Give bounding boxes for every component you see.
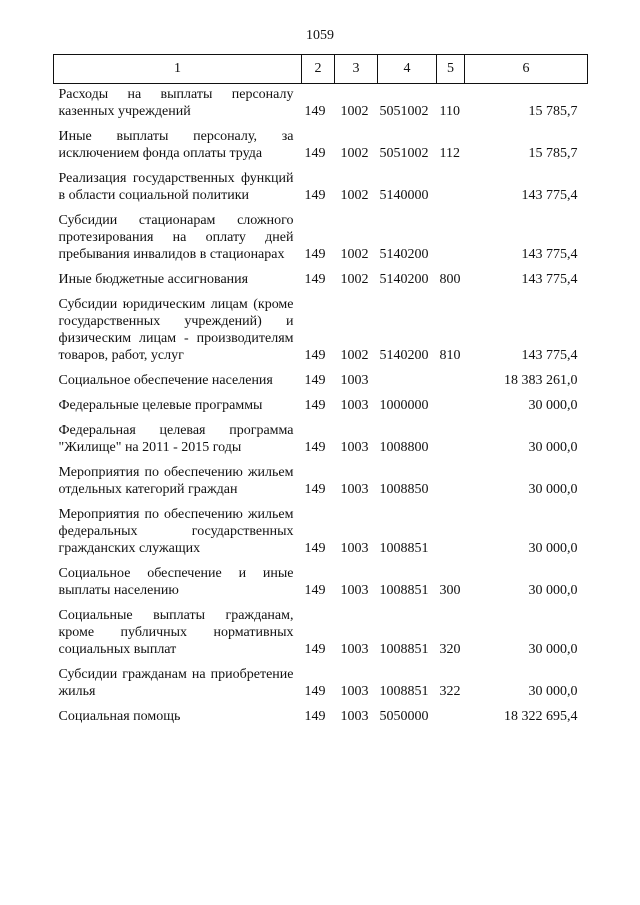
row-ministry-code-cell: 149 bbox=[304, 642, 326, 657]
row-expense-type-cell: 300 bbox=[439, 583, 461, 598]
row-section-code-cell: 1003 bbox=[340, 541, 369, 556]
row-name-cell: Социальная помощь bbox=[58, 709, 181, 724]
row-ministry-code-cell: 149 bbox=[304, 583, 326, 598]
row-amount-cell: 18 383 261,0 bbox=[504, 373, 578, 388]
row-name-cell: Социальное обеспечение населения bbox=[58, 373, 273, 388]
row-expense-type-cell: 810 bbox=[439, 348, 461, 363]
row-section-code-cell: 1003 bbox=[340, 583, 369, 598]
table-header-row bbox=[54, 55, 588, 84]
row-ministry-code-cell: 149 bbox=[304, 541, 326, 556]
row-expense-type-cell bbox=[437, 170, 465, 212]
row-target-code-cell: 1008851 bbox=[379, 642, 429, 657]
row-expense-type-cell bbox=[437, 422, 465, 464]
row-expense-type-cell bbox=[437, 708, 465, 733]
table-row bbox=[54, 84, 588, 129]
row-target-code-cell: 5140200 bbox=[379, 348, 429, 363]
row-target-code-cell: 1008851 bbox=[379, 684, 429, 699]
column-header: 6 bbox=[465, 55, 588, 84]
row-amount-cell: 18 322 695,4 bbox=[504, 709, 578, 724]
row-target-code-cell: 5051002 bbox=[379, 146, 429, 161]
row-expense-type-cell bbox=[437, 372, 465, 397]
table-row bbox=[54, 372, 588, 397]
row-expense-type-cell bbox=[437, 397, 465, 422]
row-target-code-cell: 5051002 bbox=[379, 104, 429, 119]
row-ministry-code-cell: 149 bbox=[304, 247, 326, 262]
budget-table bbox=[53, 54, 588, 733]
table-row bbox=[54, 271, 588, 296]
table-row bbox=[54, 464, 588, 506]
column-header: 3 bbox=[335, 55, 378, 84]
row-amount-cell: 15 785,7 bbox=[528, 146, 578, 161]
row-target-code-cell bbox=[378, 372, 437, 397]
row-amount-cell: 143 775,4 bbox=[521, 348, 578, 363]
row-target-code-cell: 5140000 bbox=[379, 188, 429, 203]
row-section-code-cell: 1003 bbox=[340, 440, 369, 455]
row-section-code-cell: 1003 bbox=[340, 642, 369, 657]
row-expense-type-cell: 320 bbox=[439, 642, 461, 657]
row-amount-cell: 30 000,0 bbox=[528, 482, 578, 497]
row-expense-type-cell bbox=[437, 464, 465, 506]
row-name-cell: Субсидии гражданам на приобретение жилья bbox=[58, 667, 294, 699]
row-name-cell: Федеральные целевые программы bbox=[58, 398, 263, 413]
row-name-cell: Реализация государственных функций в области социальной политики bbox=[58, 171, 294, 203]
row-target-code-cell: 1008851 bbox=[379, 583, 429, 598]
row-expense-type-cell: 110 bbox=[439, 104, 460, 119]
row-name-cell: Иные бюджетные ассигнования bbox=[58, 272, 249, 287]
row-name-cell: Социальные выплаты гражданам, кроме публичных нормативных социальных выплат bbox=[58, 608, 294, 657]
row-section-code-cell: 1002 bbox=[340, 247, 369, 262]
page-number: 1059 bbox=[306, 28, 334, 43]
row-target-code-cell: 5050000 bbox=[379, 709, 429, 724]
table-row bbox=[54, 666, 588, 708]
row-expense-type-cell: 800 bbox=[439, 272, 461, 287]
row-amount-cell: 30 000,0 bbox=[528, 541, 578, 556]
row-ministry-code-cell: 149 bbox=[304, 146, 326, 161]
row-amount-cell: 30 000,0 bbox=[528, 684, 578, 699]
row-ministry-code-cell: 149 bbox=[304, 348, 326, 363]
row-ministry-code-cell: 149 bbox=[304, 272, 326, 287]
row-target-code-cell: 1008851 bbox=[379, 541, 429, 556]
row-target-code-cell: 1008800 bbox=[379, 440, 429, 455]
row-name-cell: Социальное обеспечение и иные выплаты населению bbox=[58, 566, 294, 598]
row-target-code-cell: 1000000 bbox=[379, 398, 429, 413]
row-amount-cell: 15 785,7 bbox=[528, 104, 578, 119]
row-name-cell: Мероприятия по обеспечению жильем отдельных категорий граждан bbox=[58, 465, 294, 497]
row-ministry-code-cell: 149 bbox=[304, 440, 326, 455]
row-amount-cell: 143 775,4 bbox=[521, 272, 578, 287]
column-header: 2 bbox=[302, 55, 335, 84]
row-amount-cell: 30 000,0 bbox=[528, 398, 578, 413]
row-name-cell: Субсидии стационарам сложного протезирования на оплату дней пребывания инвалидов в стационарах bbox=[58, 213, 294, 262]
table-row bbox=[54, 296, 588, 372]
table-row bbox=[54, 607, 588, 666]
row-section-code-cell: 1002 bbox=[340, 188, 369, 203]
row-ministry-code-cell: 149 bbox=[304, 398, 326, 413]
row-section-code-cell: 1002 bbox=[340, 104, 369, 119]
row-section-code-cell: 1003 bbox=[340, 373, 369, 388]
row-expense-type-cell: 322 bbox=[439, 684, 461, 699]
row-name-cell: Федеральная целевая программа "Жилище" на 2011 - 2015 годы bbox=[58, 423, 294, 455]
table-row bbox=[54, 212, 588, 271]
row-section-code-cell: 1003 bbox=[340, 684, 369, 699]
row-amount-cell: 30 000,0 bbox=[528, 642, 578, 657]
table-row bbox=[54, 506, 588, 565]
row-amount-cell: 143 775,4 bbox=[521, 188, 578, 203]
table-row bbox=[54, 565, 588, 607]
row-ministry-code-cell: 149 bbox=[304, 188, 326, 203]
table-row bbox=[54, 708, 588, 733]
row-amount-cell: 30 000,0 bbox=[528, 583, 578, 598]
row-section-code-cell: 1002 bbox=[340, 348, 369, 363]
row-amount-cell: 143 775,4 bbox=[521, 247, 578, 262]
column-header: 4 bbox=[378, 55, 437, 84]
row-ministry-code-cell: 149 bbox=[304, 482, 326, 497]
table-row bbox=[54, 128, 588, 170]
row-amount-cell: 30 000,0 bbox=[528, 440, 578, 455]
row-name-cell: Расходы на выплаты персоналу казенных учреждений bbox=[58, 87, 294, 119]
column-header: 1 bbox=[54, 55, 302, 84]
row-section-code-cell: 1002 bbox=[340, 146, 369, 161]
row-expense-type-cell: 112 bbox=[439, 146, 460, 161]
row-name-cell: Иные выплаты персоналу, за исключением фонда оплаты труда bbox=[58, 129, 294, 161]
row-target-code-cell: 5140200 bbox=[379, 272, 429, 287]
row-name-cell: Мероприятия по обеспечению жильем федеральных государственных гражданских служащих bbox=[58, 507, 294, 556]
row-ministry-code-cell: 149 bbox=[304, 709, 326, 724]
row-target-code-cell: 5140200 bbox=[379, 247, 429, 262]
table-row bbox=[54, 422, 588, 464]
column-header: 5 bbox=[437, 55, 465, 84]
row-ministry-code-cell: 149 bbox=[304, 684, 326, 699]
row-name-cell: Субсидии юридическим лицам (кроме государственных учреждений) и физическим лицам - производителям товаров, работ, услуг bbox=[58, 297, 294, 363]
row-section-code-cell: 1003 bbox=[340, 482, 369, 497]
row-ministry-code-cell: 149 bbox=[304, 104, 326, 119]
row-section-code-cell: 1003 bbox=[340, 709, 369, 724]
row-section-code-cell: 1003 bbox=[340, 398, 369, 413]
row-ministry-code-cell: 149 bbox=[304, 373, 326, 388]
row-target-code-cell: 1008850 bbox=[379, 482, 429, 497]
row-section-code-cell: 1002 bbox=[340, 272, 369, 287]
row-expense-type-cell bbox=[437, 212, 465, 271]
row-expense-type-cell bbox=[437, 506, 465, 565]
table-row bbox=[54, 397, 588, 422]
table-row bbox=[54, 170, 588, 212]
